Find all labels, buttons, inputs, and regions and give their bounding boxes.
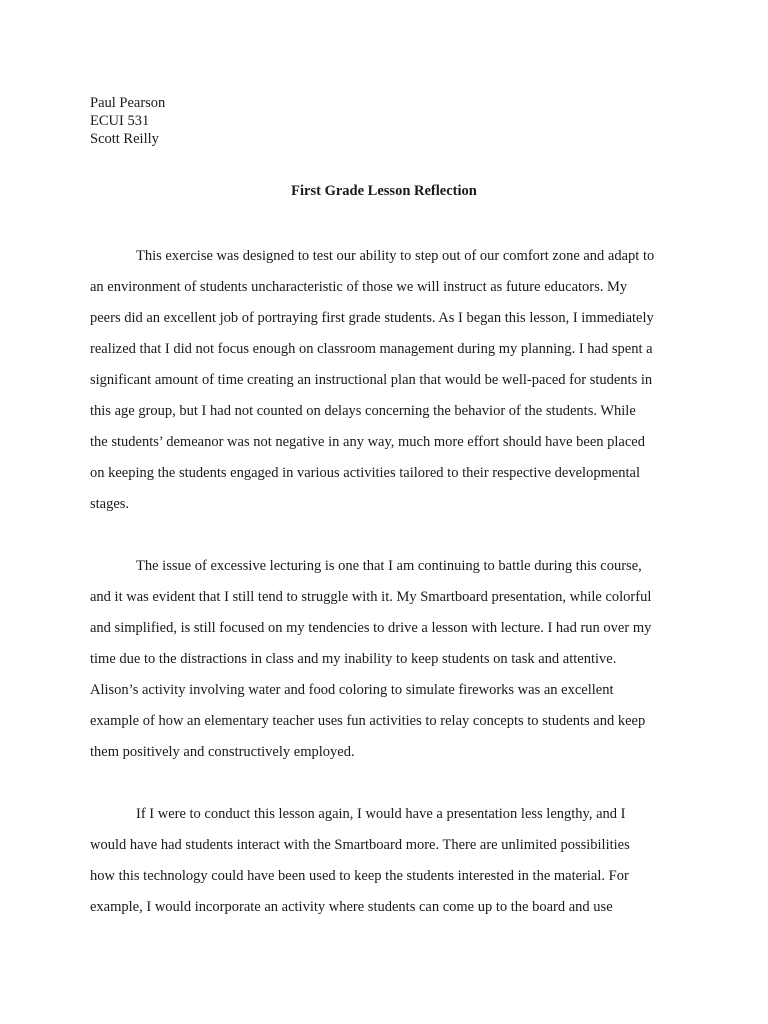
course-code: ECUI 531 (90, 113, 150, 129)
paragraph-1-line-9: stages. (90, 496, 130, 512)
paragraph-3-line-1: If I were to conduct this lesson again, I would have a presentation less lengthy, and I (136, 806, 626, 822)
paragraph-2-line-5: Alison’s activity involving water and food coloring to simulate fireworks was an excellent (90, 682, 614, 698)
paragraph-1-line-1: This exercise was designed to test our ability to step out of our comfort zone and adapt to (136, 248, 655, 264)
author-name: Paul Pearson (90, 95, 166, 111)
paragraph-3-line-4: example, I would incorporate an activity where students can come up to the board and use (90, 899, 613, 915)
paragraph-3-line-3: how this technology could have been used to keep the students interested in the material. For (90, 868, 629, 884)
paragraph-3-line-2: would have had students interact with the Smartboard more. There are unlimited possibilities (90, 837, 630, 853)
paragraph-2-line-4: time due to the distractions in class and my inability to keep students on task and attentive. (90, 651, 617, 667)
paragraph-1-line-6: this age group, but I had not counted on delays concerning the behavior of the students. While (90, 403, 636, 419)
paragraph-1-line-5: significant amount of time creating an instructional plan that would be well-paced for students in (90, 372, 653, 388)
paragraph-1-line-2: an environment of students uncharacteristic of those we will instruct as future educators. My (90, 279, 628, 295)
paragraph-2-line-7: them positively and constructively employed. (90, 744, 355, 760)
author-header (90, 94, 165, 148)
document-title: First Grade Lesson Reflection (291, 183, 477, 199)
paragraph-2-line-3: and simplified, is still focused on my tendencies to drive a lesson with lecture. I had run over my (90, 620, 652, 636)
instructor-name: Scott Reilly (90, 131, 159, 147)
paragraph-1-line-4: realized that I did not focus enough on classroom management during my planning. I had spent a (90, 341, 653, 357)
paragraph-1-line-3: peers did an excellent job of portraying first grade students. As I began this lesson, I immediately (90, 310, 654, 326)
paragraph-1-line-7: the students’ demeanor was not negative in any way, much more effort should have been placed (90, 434, 645, 450)
paragraph-2-line-2: and it was evident that I still tend to struggle with it. My Smartboard presentation, while colorful (90, 589, 652, 605)
paragraph-2-line-1: The issue of excessive lecturing is one that I am continuing to battle during this course, (136, 558, 642, 574)
paragraph-2-line-6: example of how an elementary teacher uses fun activities to relay concepts to students and keep (90, 713, 646, 729)
paragraph-1-line-8: on keeping the students engaged in various activities tailored to their respective developmental (90, 465, 641, 481)
